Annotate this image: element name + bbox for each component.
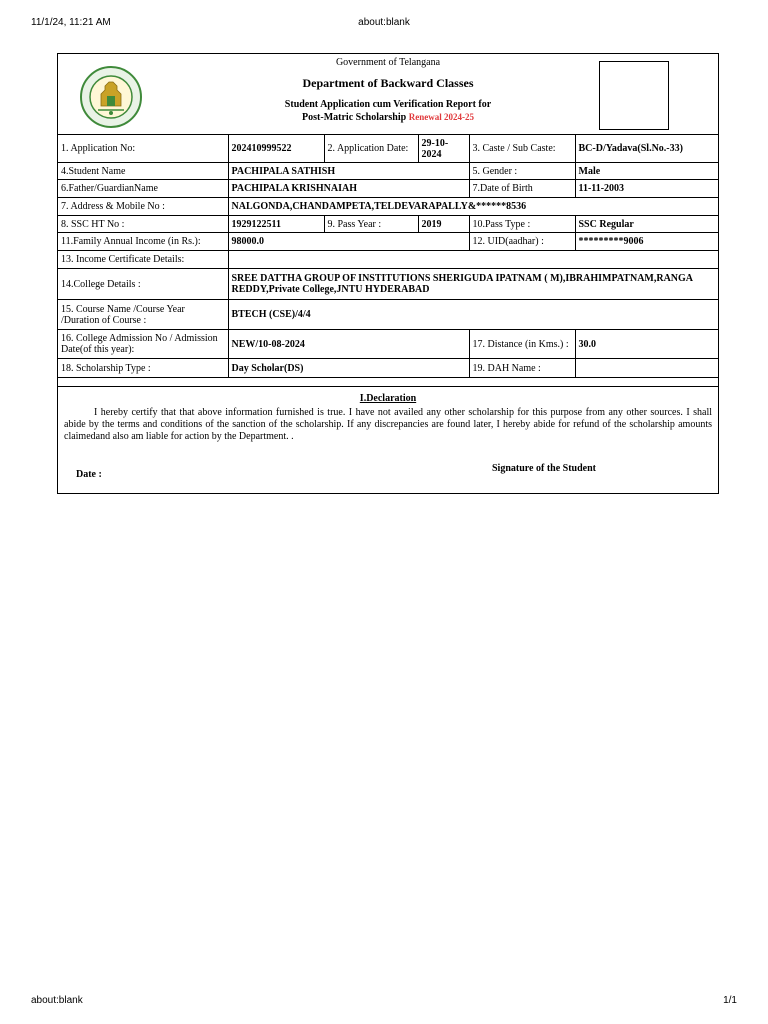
table-row bbox=[58, 300, 718, 330]
field-value: BTECH (CSE)/4/4 bbox=[228, 300, 718, 330]
field-label: 9. Pass Year : bbox=[324, 216, 418, 233]
field-label: 4.Student Name bbox=[58, 163, 228, 180]
field-label: 1. Application No: bbox=[58, 135, 228, 163]
renewal-badge: Renewal 2024-25 bbox=[408, 112, 474, 122]
field-label: 12. UID(aadhar) : bbox=[469, 233, 575, 251]
field-label: 13. Income Certificate Details: bbox=[58, 251, 228, 269]
field-label: 18. Scholarship Type : bbox=[58, 359, 228, 378]
table-row bbox=[58, 135, 718, 163]
field-value: 29-10-2024 bbox=[418, 135, 469, 163]
field-label: 17. Distance (in Kms.) : bbox=[469, 330, 575, 359]
field-value: 1929122511 bbox=[228, 216, 324, 233]
field-label: 6.Father/GuardianName bbox=[58, 180, 228, 198]
field-value: 2019 bbox=[418, 216, 469, 233]
report-title-line1: Student Application cum Verification Report for bbox=[284, 99, 492, 110]
print-page-title: about:blank bbox=[358, 17, 410, 28]
print-header bbox=[0, 17, 768, 31]
table-row bbox=[58, 233, 718, 251]
field-value bbox=[575, 359, 718, 378]
field-label: 14.College Details : bbox=[58, 269, 228, 300]
field-value: PACHIPALA KRISHNAIAH bbox=[228, 180, 469, 198]
field-label: 7.Date of Birth bbox=[469, 180, 575, 198]
field-value: 11-11-2003 bbox=[575, 180, 718, 198]
field-value: *********9006 bbox=[575, 233, 718, 251]
field-label: 11.Family Annual Income (in Rs.): bbox=[58, 233, 228, 251]
field-value: 30.0 bbox=[575, 330, 718, 359]
field-value: SSC Regular bbox=[575, 216, 718, 233]
field-label: 7. Address & Mobile No : bbox=[58, 198, 228, 216]
table-row bbox=[58, 198, 718, 216]
department-name: Department of Backward Classes bbox=[302, 76, 474, 90]
field-label: 8. SSC HT No : bbox=[58, 216, 228, 233]
field-label: 3. Caste / Sub Caste: bbox=[469, 135, 575, 163]
table-row bbox=[58, 251, 718, 269]
field-value: SREE DATTHA GROUP OF INSTITUTIONS SHERIGUDA IPATNAM ( M),IBRAHIMPATNAM,RANGA REDDY,Private College,JNTU HYDERABAD bbox=[228, 269, 718, 300]
field-value: 202410999522 bbox=[228, 135, 324, 163]
field-label: 5. Gender : bbox=[469, 163, 575, 180]
table-row bbox=[58, 216, 718, 233]
print-datetime: 11/1/24, 11:21 AM bbox=[31, 17, 111, 28]
field-value: Male bbox=[575, 163, 718, 180]
page-count: 1/1 bbox=[723, 995, 737, 1006]
field-label: 2. Application Date: bbox=[324, 135, 418, 163]
field-label: 15. Course Name /Course Year /Duration of Course : bbox=[58, 300, 228, 330]
field-label: 19. DAH Name : bbox=[469, 359, 575, 378]
details-table bbox=[58, 134, 718, 378]
declaration-title: I.Declaration bbox=[359, 393, 417, 404]
table-row bbox=[58, 359, 718, 378]
declaration-section bbox=[58, 386, 718, 494]
field-value: NALGONDA,CHANDAMPETA,TELDEVARAPALLY&******8536 bbox=[228, 198, 718, 216]
field-value: 98000.0 bbox=[228, 233, 469, 251]
field-value bbox=[228, 251, 718, 269]
declaration-text: I hereby certify that that above information furnished is true. I have not availed any other scholarship for this purpose from any other sources. I shall abide by the terms and conditions of the sanction of the scholarship. If any discrepancies are found later, I hereby abide for refund of the scholarship amounts claimedand also am liable for action by the Department. . bbox=[64, 407, 712, 442]
field-label: 16. College Admission No / Admission Date(of this year): bbox=[58, 330, 228, 359]
table-row bbox=[58, 180, 718, 198]
table-row bbox=[58, 330, 718, 359]
photo-placeholder bbox=[599, 61, 669, 130]
field-value: Day Scholar(DS) bbox=[228, 359, 469, 378]
field-label: 10.Pass Type : bbox=[469, 216, 575, 233]
signature-label: Signature of the Student bbox=[492, 463, 596, 474]
field-value: BC-D/Yadava(Sl.No.-33) bbox=[575, 135, 718, 163]
form-header bbox=[58, 54, 718, 134]
field-value: PACHIPALA SATHISH bbox=[228, 163, 469, 180]
date-label: Date : bbox=[76, 469, 102, 480]
field-value: NEW/10-08-2024 bbox=[228, 330, 469, 359]
print-footer bbox=[0, 995, 768, 1009]
government-name: Government of Telangana bbox=[335, 57, 441, 68]
table-row bbox=[58, 269, 718, 300]
application-form bbox=[57, 53, 719, 494]
table-row bbox=[58, 163, 718, 180]
footer-url: about:blank bbox=[31, 995, 83, 1006]
report-title-text: Post-Matric Scholarship bbox=[302, 112, 409, 123]
